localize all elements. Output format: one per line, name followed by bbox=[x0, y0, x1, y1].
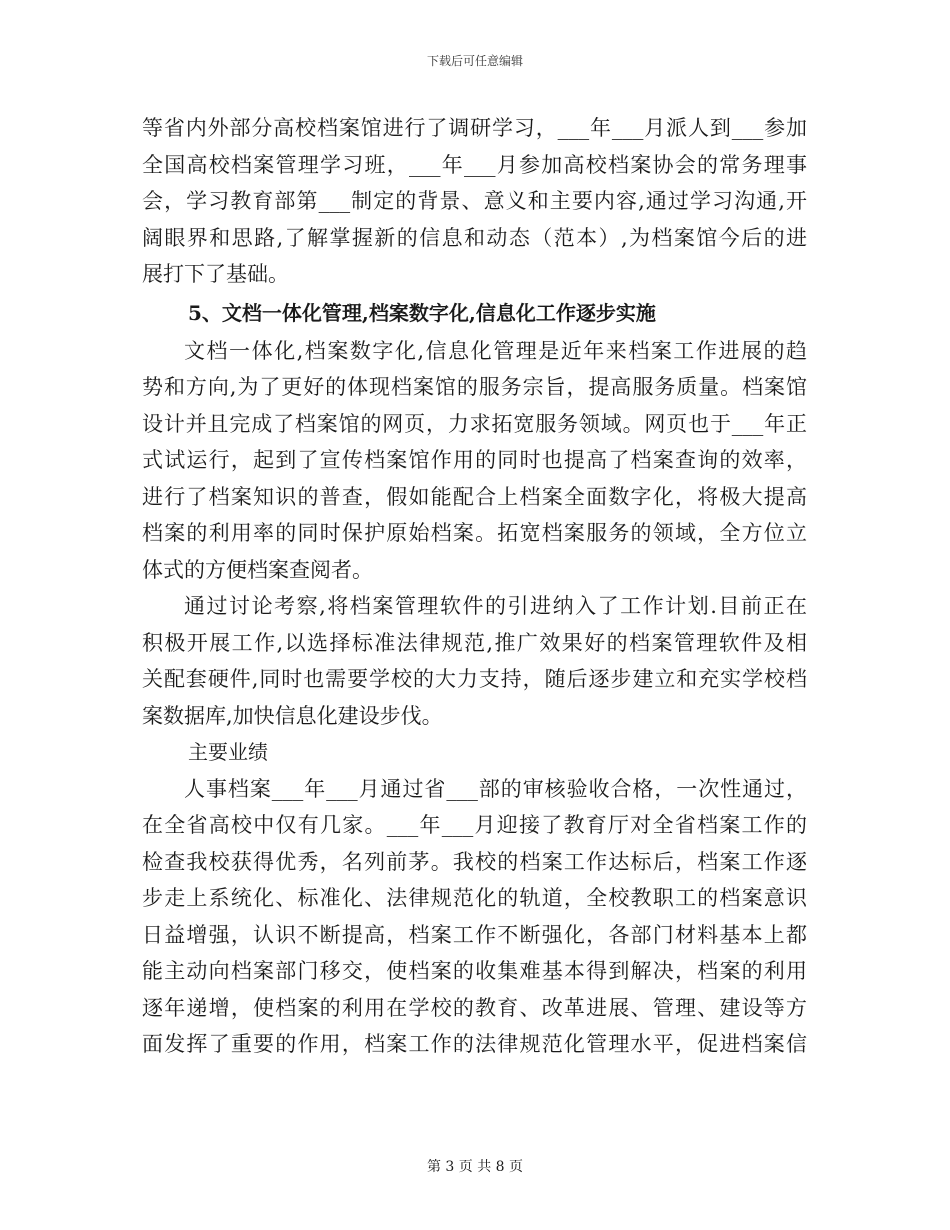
text-line: 档案的利用率的同时保护原始档案。拓宽档案服务的领域，全方位立 bbox=[142, 521, 807, 545]
text-line: 展打下了基础。 bbox=[142, 262, 289, 286]
text-line: 全国高校档案管理学习班，___年___月参加高校档案协会的常务理事 bbox=[142, 152, 807, 177]
text-line: 案数据库,加快信息化建设步伐。 bbox=[142, 703, 443, 728]
section-title-achievements: 主要业绩 bbox=[188, 740, 268, 764]
text-line: 关配套硬件,同时也需要学校的大力支持，随后逐步建立和充实学校档 bbox=[142, 667, 807, 691]
text-line: 日益增强，认识不断提高，档案工作不断强化，各部门材料基本上都 bbox=[142, 922, 807, 947]
text-line: 通过讨论考察,将档案管理软件的引进纳入了工作计划.目前正在 bbox=[184, 594, 807, 618]
paragraph-achievements bbox=[142, 771, 807, 1063]
text-line: 步走上系统化、标准化、法律规范化的轨道，全校教职工的档案意识 bbox=[142, 886, 807, 910]
section-heading-5: 5、文档一体化管理,档案数字化,信息化工作逐步实施 bbox=[188, 300, 656, 325]
text-line: 进行了档案知识的普查，假如能配合上档案全面数字化，将极大提高 bbox=[142, 484, 807, 509]
text-line: 式试运行，起到了宣传档案馆作用的同时也提高了档案查询的效率， bbox=[142, 448, 807, 472]
text-line: 体式的方便档案查阅者。 bbox=[142, 557, 373, 582]
text-line: 势和方向,为了更好的体现档案馆的服务宗旨，提高服务质量。档案馆 bbox=[142, 375, 807, 399]
paragraph-software bbox=[142, 588, 807, 734]
text-line: 阔眼界和思路,了解掌握新的信息和动态（范本）,为档案馆今后的进 bbox=[142, 225, 807, 250]
text-line: 面发挥了重要的作用，档案工作的法律规范化管理水平，促进档案信 bbox=[142, 1032, 807, 1056]
text-line: 等省内外部分高校档案馆进行了调研学习，___年___月派人到___参加 bbox=[142, 116, 807, 140]
text-line: 在全省高校中仅有几家。___年___月迎接了教育厅对全省档案工作的 bbox=[142, 813, 807, 837]
text-line: 检查我校获得优秀，名列前茅。我校的档案工作达标后，档案工作逐 bbox=[142, 849, 807, 874]
page-number: 第 3 页 共 8 页 bbox=[426, 1159, 524, 1175]
page-header: 下载后可任意编辑 bbox=[426, 54, 523, 68]
text-line: 逐年递增，使档案的利用在学校的教育、改革进展、管理、建设等方 bbox=[142, 995, 807, 1020]
paragraph-research bbox=[142, 110, 807, 293]
text-line: 积极开展工作,以选择标准法律规范,推广效果好的档案管理软件及相 bbox=[142, 630, 807, 655]
text-line: 文档一体化,档案数字化,信息化管理是近年来档案工作进展的趋 bbox=[184, 338, 807, 363]
text-line: 能主动向档案部门移交，使档案的收集难基本得到解决，档案的利用 bbox=[142, 959, 807, 983]
paragraph-digitization bbox=[142, 333, 807, 589]
text-line: 人事档案___年___月通过省___部的审核验收合格，一次性通过， bbox=[184, 776, 807, 801]
document-body bbox=[142, 110, 807, 1063]
text-line: 会，学习教育部第___制定的背景、意义和主要内容,通过学习沟通,开 bbox=[142, 189, 807, 213]
text-line: 设计并且完成了档案馆的网页，力求拓宽服务领域。网页也于___年正 bbox=[142, 411, 807, 436]
